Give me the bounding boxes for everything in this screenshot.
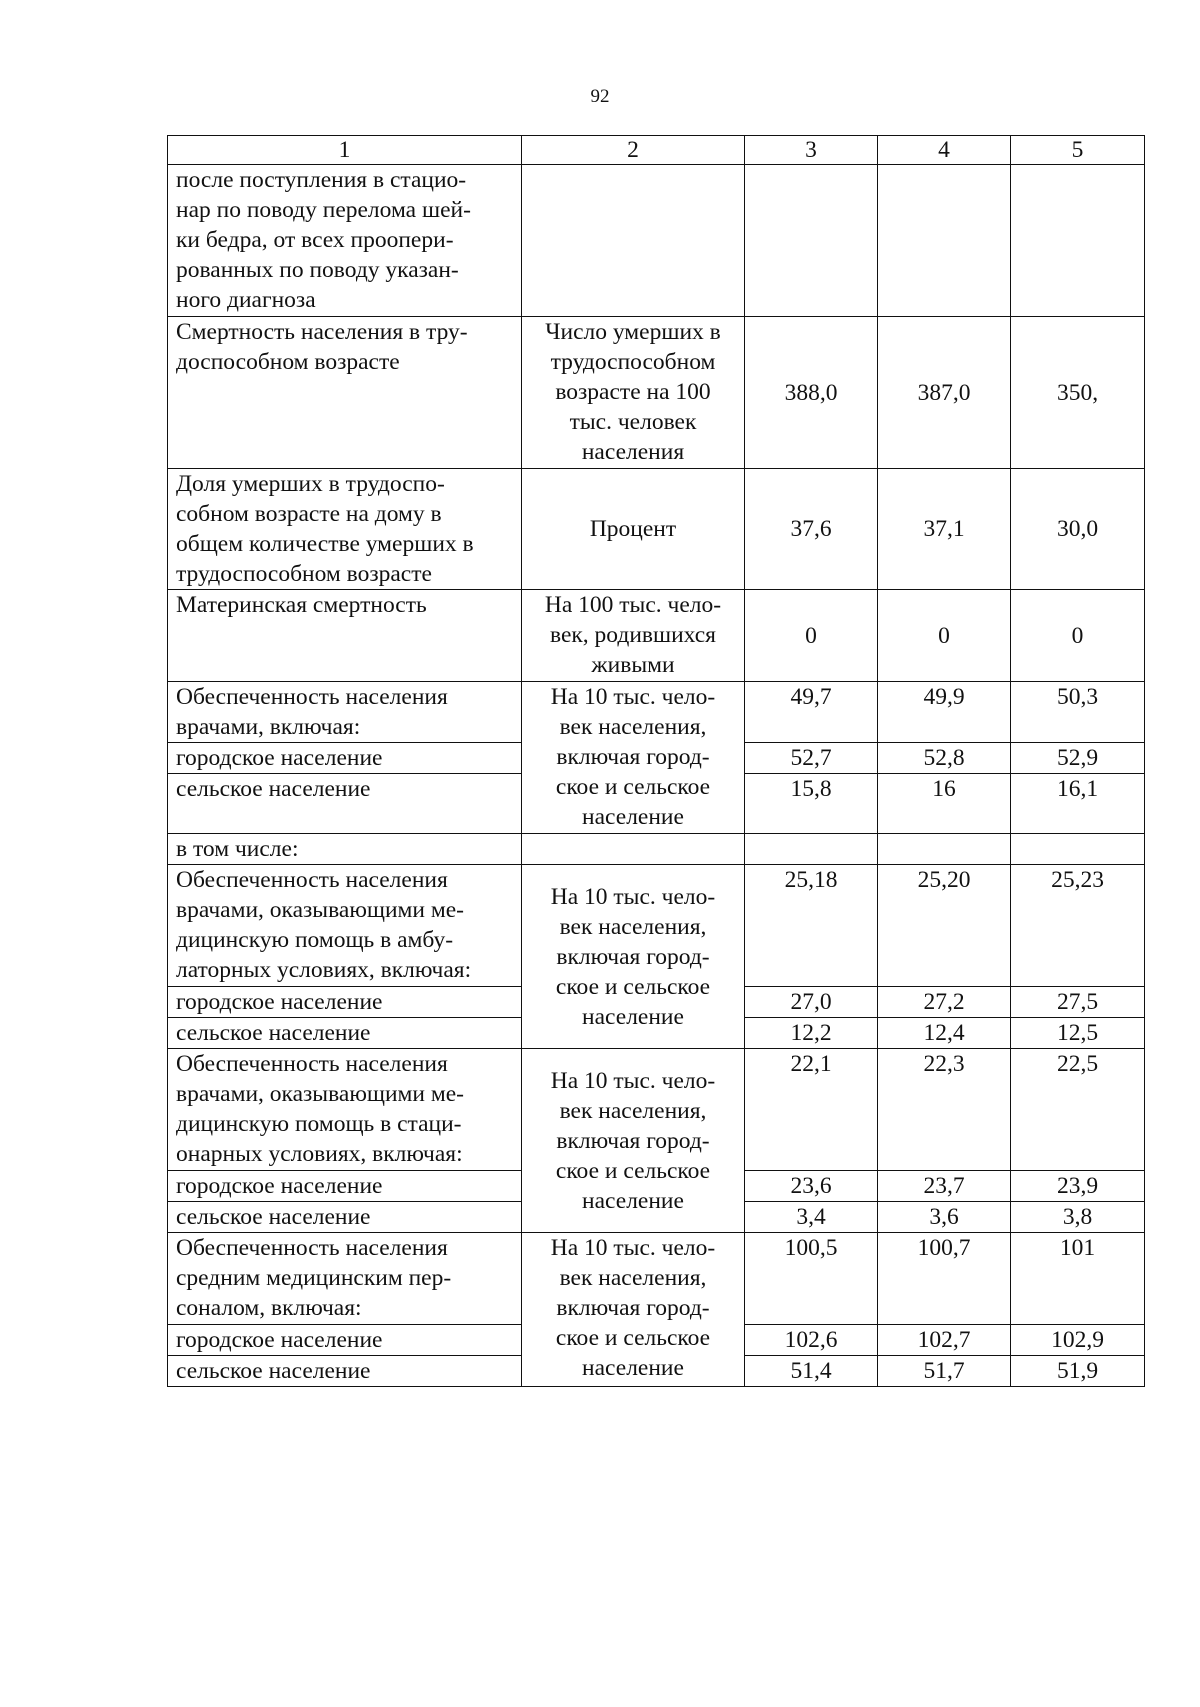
header-cell: 4 xyxy=(878,136,1011,165)
value-cell: 12,2 xyxy=(745,1018,878,1049)
indicator-unit: На 10 тыс. чело- век населения, включая город- ское и сельское население xyxy=(522,682,745,834)
subrow-name: сельское население xyxy=(168,1202,522,1233)
subrow-name: городское население xyxy=(168,1171,522,1202)
value-cell: 49,7 xyxy=(745,682,878,743)
value-cell: 37,6 xyxy=(745,469,878,590)
subrow-name: сельское население xyxy=(168,1018,522,1049)
value-cell: 15,8 xyxy=(745,774,878,834)
section-label: в том числе: xyxy=(168,834,522,865)
value-cell: 25,20 xyxy=(878,865,1011,987)
table-row xyxy=(168,317,1145,469)
value-cell: 12,4 xyxy=(878,1018,1011,1049)
value-cell: 388,0 xyxy=(745,317,878,469)
subrow-name: городское население xyxy=(168,1325,522,1356)
value-cell: 25,23 xyxy=(1011,865,1145,987)
value-cell: 52,9 xyxy=(1011,743,1145,774)
table-row xyxy=(168,1233,1145,1325)
table-row xyxy=(168,682,1145,743)
header-cell: 5 xyxy=(1011,136,1145,165)
value-cell: 23,7 xyxy=(878,1171,1011,1202)
value-cell: 0 xyxy=(1011,590,1145,682)
value-cell: 16 xyxy=(878,774,1011,834)
value-cell: 3,8 xyxy=(1011,1202,1145,1233)
value-cell: 22,5 xyxy=(1011,1049,1145,1171)
value-cell: 23,6 xyxy=(745,1171,878,1202)
indicator-unit: На 10 тыс. чело- век населения, включая город- ское и сельское население xyxy=(522,1233,745,1387)
value-cell: 0 xyxy=(878,590,1011,682)
header-cell: 1 xyxy=(168,136,522,165)
value-cell: 22,3 xyxy=(878,1049,1011,1171)
value-cell: 100,7 xyxy=(878,1233,1011,1325)
indicators-table xyxy=(167,135,1145,1387)
table-row xyxy=(168,834,1145,865)
value-cell: 12,5 xyxy=(1011,1018,1145,1049)
value-cell: 100,5 xyxy=(745,1233,878,1325)
value-cell: 102,9 xyxy=(1011,1325,1145,1356)
value-cell: 27,0 xyxy=(745,987,878,1018)
value-cell: 102,7 xyxy=(878,1325,1011,1356)
table-row xyxy=(168,1049,1145,1171)
value-cell: 350, xyxy=(1011,317,1145,469)
subrow-name: сельское население xyxy=(168,1356,522,1387)
table-row xyxy=(168,165,1145,317)
value-cell: 49,9 xyxy=(878,682,1011,743)
header-cell: 2 xyxy=(522,136,745,165)
subrow-name: сельское население xyxy=(168,774,522,834)
value-cell: 3,6 xyxy=(878,1202,1011,1233)
indicator-unit: На 10 тыс. чело- век населения, включая город- ское и сельское население xyxy=(522,865,745,1049)
value-cell: 387,0 xyxy=(878,317,1011,469)
page-number: 92 xyxy=(590,86,610,107)
indicator-unit: Процент xyxy=(522,469,745,590)
indicator-name: Смертность населения в тру- доспособном возрасте xyxy=(168,317,522,469)
value-cell: 51,4 xyxy=(745,1356,878,1387)
value-cell: 51,7 xyxy=(878,1356,1011,1387)
indicator-name: Обеспеченность населения средним медицинским пер- соналом, включая: xyxy=(168,1233,522,1325)
value-cell: 52,7 xyxy=(745,743,878,774)
indicator-name: Обеспеченность населения врачами, оказывающими ме- дицинскую помощь в амбу- латорных условиях, включая: xyxy=(168,865,522,987)
value-cell: 23,9 xyxy=(1011,1171,1145,1202)
header-cell: 3 xyxy=(745,136,878,165)
table-row xyxy=(168,865,1145,987)
table-header-row xyxy=(168,136,1145,165)
value-cell: 22,1 xyxy=(745,1049,878,1171)
indicator-name: Доля умерших в трудоспо- собном возрасте на дому в общем количестве умерших в трудоспособном возрасте xyxy=(168,469,522,590)
value-cell: 52,8 xyxy=(878,743,1011,774)
value-cell: 102,6 xyxy=(745,1325,878,1356)
value-cell: 101 xyxy=(1011,1233,1145,1325)
subrow-name: городское население xyxy=(168,987,522,1018)
indicator-unit: На 100 тыс. чело- век, родившихся живыми xyxy=(522,590,745,682)
value-cell: 27,2 xyxy=(878,987,1011,1018)
indicator-unit: На 10 тыс. чело- век населения, включая город- ское и сельское население xyxy=(522,1049,745,1233)
table-row xyxy=(168,590,1145,682)
indicator-name: Обеспеченность населения врачами, включая: xyxy=(168,682,522,743)
value-cell: 50,3 xyxy=(1011,682,1145,743)
indicator-name: Материнская смертность xyxy=(168,590,522,682)
value-cell: 37,1 xyxy=(878,469,1011,590)
table-row xyxy=(168,469,1145,590)
value-cell: 16,1 xyxy=(1011,774,1145,834)
value-cell: 30,0 xyxy=(1011,469,1145,590)
value-cell: 0 xyxy=(745,590,878,682)
indicator-unit: Число умерших в трудоспособном возрасте на 100 тыс. человек населения xyxy=(522,317,745,469)
value-cell: 25,18 xyxy=(745,865,878,987)
value-cell: 51,9 xyxy=(1011,1356,1145,1387)
value-cell: 3,4 xyxy=(745,1202,878,1233)
indicator-name: Обеспеченность населения врачами, оказывающими ме- дицинскую помощь в стаци- онарных условиях, включая: xyxy=(168,1049,522,1171)
value-cell: 27,5 xyxy=(1011,987,1145,1018)
subrow-name: городское население xyxy=(168,743,522,774)
indicator-name: после поступления в стацио- нар по поводу перелома шей- ки бедра, от всех проопери- рованных по поводу указан- ного диагноза xyxy=(168,165,522,317)
